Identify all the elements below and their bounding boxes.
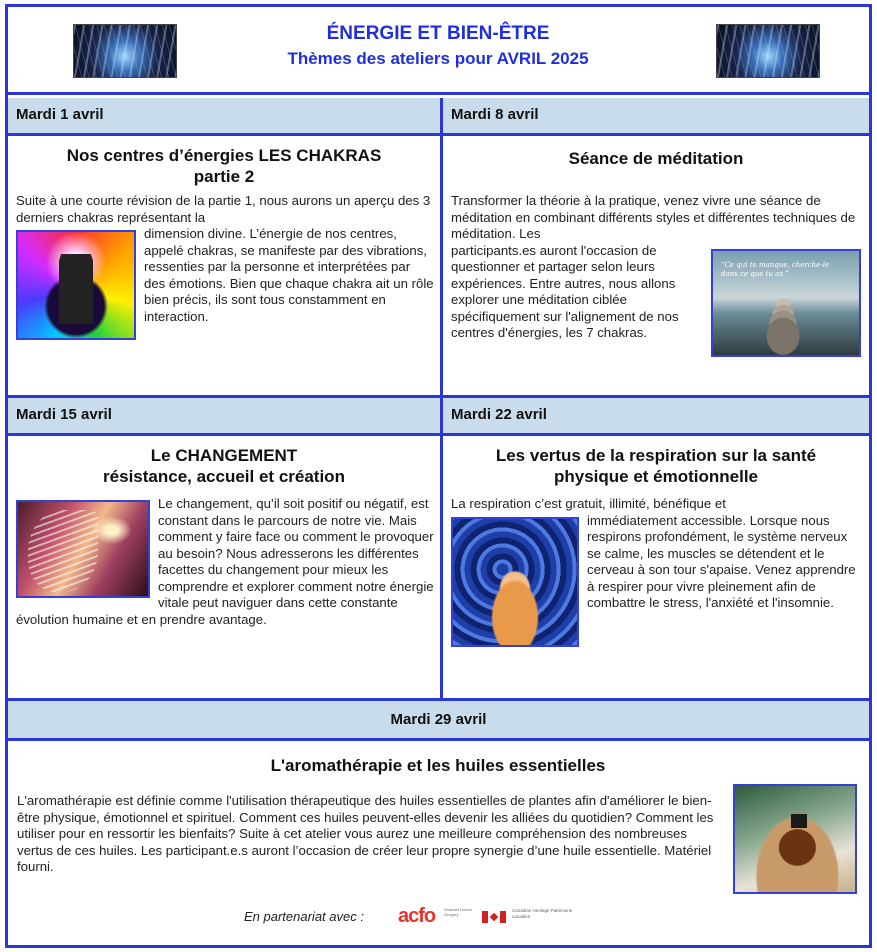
acfo-logo: acfo [398,905,436,927]
chakra-meditation-image [16,230,136,340]
session-title: Séance de méditation [568,149,744,168]
essential-oil-image [733,784,857,894]
flyer-title: ÉNERGIE ET BIEN-ÊTRE [326,23,550,44]
session-date: Mardi 15 avril [16,406,112,423]
session-description: La respiration c’est gratuit, illimité, bénéfique et immédiatement accessible. Lorsque nous respirons profondément, le système nerveux se calme, les muscles se détendent et le cerveau à son tour s'apaise. Venez apprendre à respirer pour vivre pleinement afin de combattre le stress, l'anxiété et l'insomnie. [451,496,861,651]
session-date: Mardi 22 avril [451,406,547,423]
stacked-stones-image: “Ce qui te manque, cherche-le dans ce que tu as.” [711,249,861,357]
session-card-3 [8,436,443,701]
date-bar-1 [8,98,443,136]
session-description: Transformer la théorie à la pratique, venez vivre une séance de méditation en combinant différents styles et différentes techniques de méditation. Les “Ce qui te manque, cherche-le dans ce que tu as.” participants.es auront l'occasion de questionner et partager selon leurs expériences. Entre autres, nous allons explorer une méditation ciblée spécifiquement sur l'alignement de nos centres d'énergies, les 7 chakras. [451,193,861,361]
date-bar-3 [8,398,443,436]
flyer-header [8,7,869,95]
session-title: Nos centres d’énergies LES CHAKRAS partie 2 [66,146,382,186]
session-title: Le CHANGEMENT résistance, accueil et création [103,446,345,486]
acfo-logo-subtitle: Sommet Dorion Gregory [444,907,472,917]
session-description: Le changement, qu’il soit positif ou négatif, est constant dans le parcours de notre vie. Mais comment y faire face ou comment le provoquer au besoin? Nous adresserons les différentes facettes du changement pour mieux les comprendre et explorer comment notre énergie vitale peut naviguer dans cette constante évolution humaine et en prendre avantage. [16,496,434,627]
canada-flag-icon [482,911,506,923]
winged-figure-image [16,500,150,598]
crystal-image-left [73,24,177,78]
date-bar-4 [443,398,869,436]
session-card-1 [8,136,443,398]
session-title: L'aromathérapie et les huiles essentielles [270,756,606,775]
partners-row [244,905,604,929]
breathing-meditation-image [451,517,579,647]
date-bar-5 [8,701,869,741]
partners-label: En partenariat avec : [244,909,364,924]
session-date: Mardi 8 avril [451,106,539,123]
crystal-image-right [716,24,820,78]
flyer-subtitle: Thèmes des ateliers pour AVRIL 2025 [287,49,589,68]
workshop-flyer [5,4,872,948]
session-date: Mardi 1 avril [16,106,104,123]
session-title: Les vertus de la respiration sur la santé physique et émotionnelle [495,446,817,486]
date-bar-2 [443,98,869,136]
session-card-2 [443,136,869,398]
session-description: Suite à une courte révision de la partie 1, nous aurons un aperçu des 3 derniers chakras représentant la dimension divine. L’énergie de nos centres, appelé chakras, se manifeste par des vibrations, ressenties par la personne et interprétées par des émotions. Bien que chaque chakra ait un rôle bien précis, ils sont tous constamment en interaction. [16,193,434,344]
canadian-heritage-logo: Canadian Heritage Patrimoine canadien [512,908,573,919]
session-card-4 [443,436,869,701]
session-description: L'aromathérapie est définie comme l'utilisation thérapeutique des huiles essentielles de plantes afin d'améliorer le bien-être physique, émotionnel et spirituel. Comment ces huiles peuvent-elles devenir les alliées du quotidien? Comment les utiliser pour en ressortir les bienfaits? Suite à cet atelier vous aurez une meilleure compréhension des nombreuses vertus de ces huiles. Les participant.e.s auront l’occasion de créer leur propre synergie d’une huile essentielle. Matériel fourni. [17,793,714,874]
session-date: Mardi 29 avril [390,711,487,728]
